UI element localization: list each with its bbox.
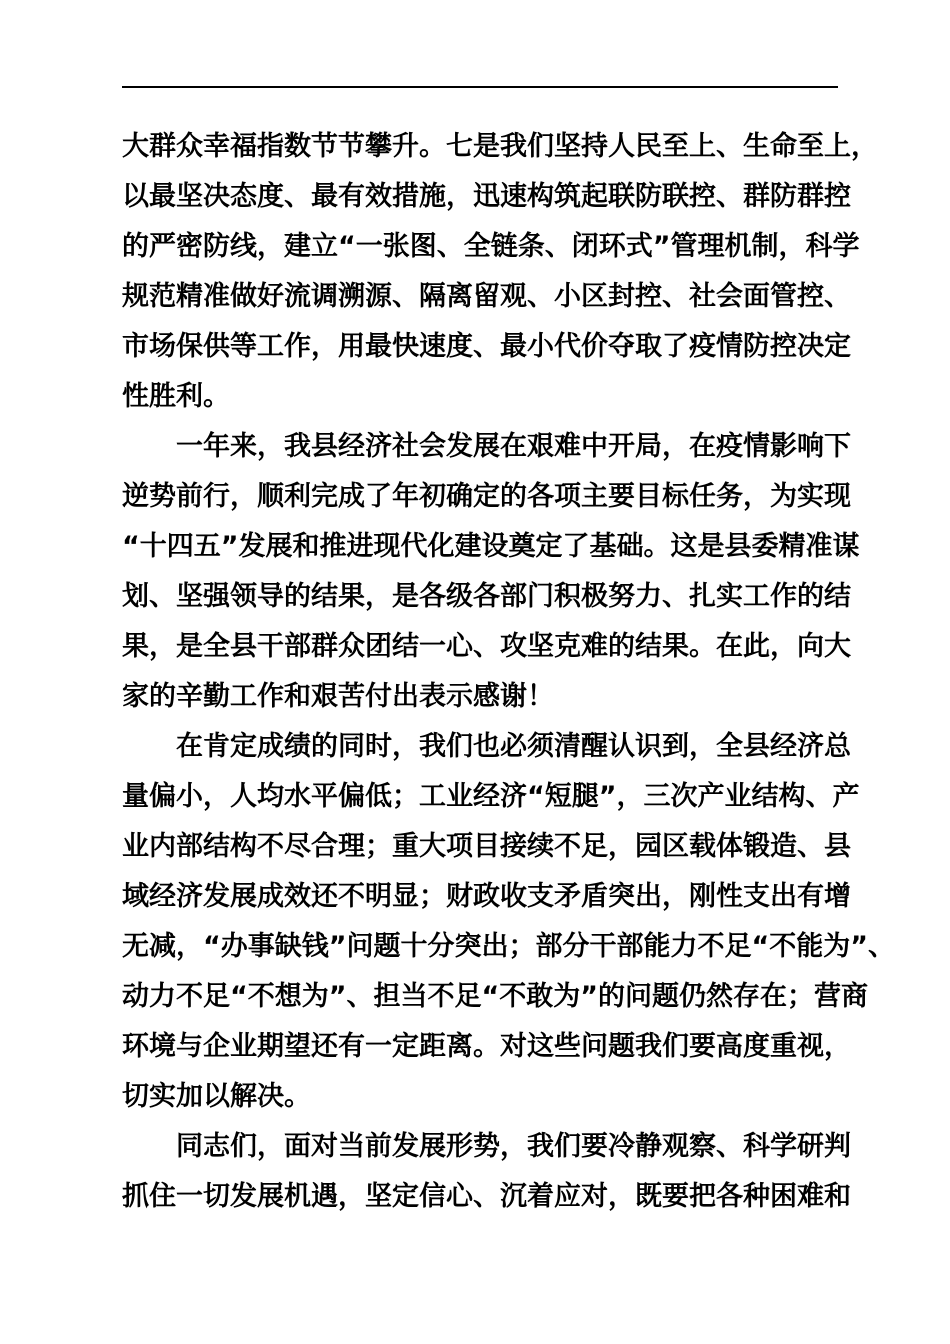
text-line: 量偏小，人均水平偏低；工业经济“短腿”，三次产业结构、产 [122,781,860,812]
text-line: 市场保供等工作，用最快速度、最小代价夺取了疫情防控决定 [122,331,851,362]
document-body [122,122,895,1222]
text-line: 同志们，面对当前发展形势，我们要冷静观察、科学研判 [176,1131,851,1162]
text-line: 业内部结构不尽合理；重大项目接续不足，园区载体锻造、县 [122,831,851,862]
paragraph-3 [122,722,895,1122]
text-line: 一年来，我县经济社会发展在艰难中开局，在疫情影响下 [176,431,851,462]
text-line: 域经济发展成效还不明显；财政收支矛盾突出，刚性支出有增 [122,881,851,912]
paragraph-2 [122,422,860,722]
text-line: 果，是全县干部群众团结一心、攻坚克难的结果。在此，向大 [122,631,851,662]
text-line: 抓住一切发展机遇，坚定信心、沉着应对，既要把各种困难和 [122,1181,851,1212]
text-line: 的严密防线，建立“一张图、全链条、闭环式”管理机制，科学 [122,231,860,262]
text-line: 家的辛勤工作和艰苦付出表示感谢！ [122,681,554,712]
text-line: 性胜利。 [122,381,230,412]
text-line: 大群众幸福指数节节攀升。七是我们坚持人民至上、生命至上， [122,131,878,162]
text-line: 规范精准做好流调溯源、隔离留观、小区封控、社会面管控、 [122,281,851,312]
text-line: 切实加以解决。 [122,1081,311,1112]
text-line: 以最坚决态度、最有效措施，迅速构筑起联防联控、群防群控 [122,181,851,212]
header-rule [122,86,838,88]
paragraph-4 [122,1122,851,1222]
text-line: 无减，“办事缺钱”问题十分突出；部分干部能力不足“不能为”、 [122,931,895,962]
text-line: 动力不足“不想为”、担当不足“不敢为”的问题仍然存在；营商 [122,981,868,1012]
text-line: 划、坚强领导的结果，是各级各部门积极努力、扎实工作的结 [122,581,851,612]
text-line: 在肯定成绩的同时，我们也必须清醒认识到，全县经济总 [176,731,851,762]
text-line: 环境与企业期望还有一定距离。对这些问题我们要高度重视， [122,1031,851,1062]
paragraph-1 [122,122,878,422]
text-line: 逆势前行，顺利完成了年初确定的各项主要目标任务，为实现 [122,481,851,512]
text-line: “十四五”发展和推进现代化建设奠定了基础。这是县委精准谋 [122,531,860,562]
